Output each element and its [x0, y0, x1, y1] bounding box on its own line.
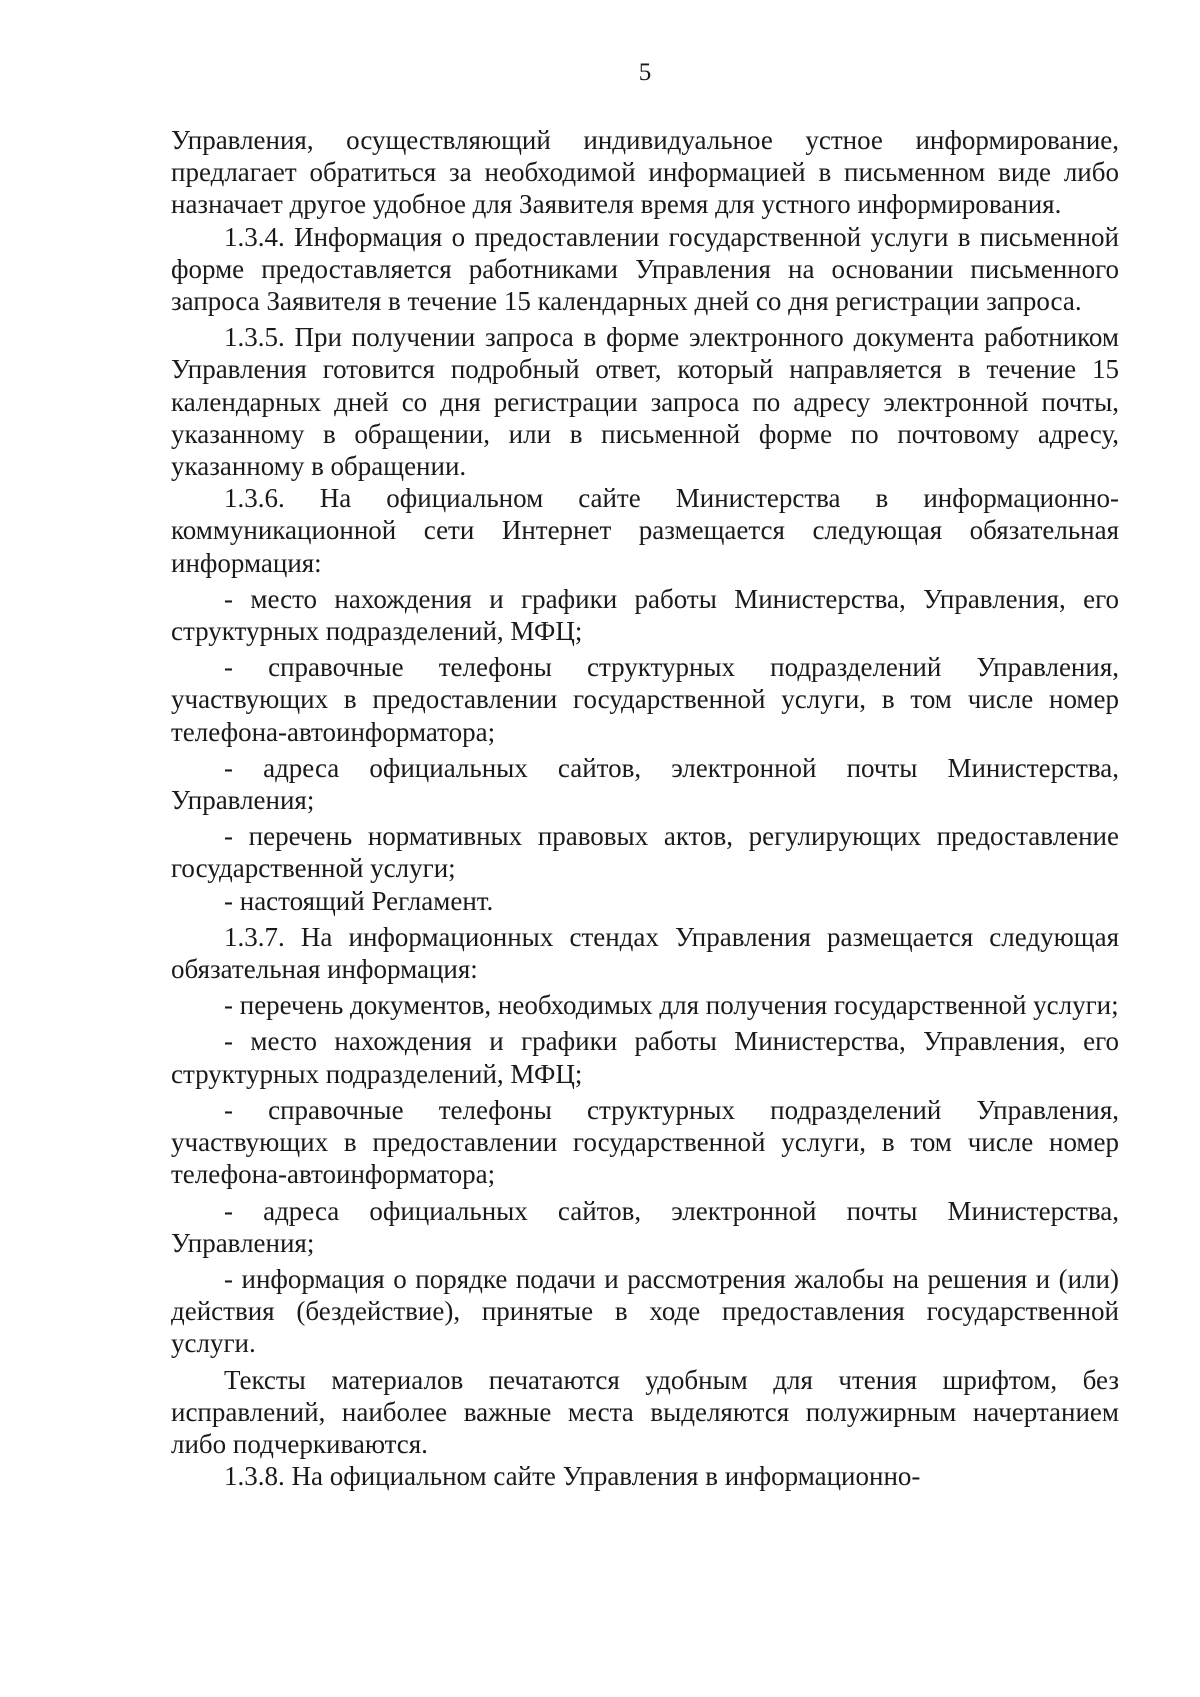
- paragraph-1-3-6: 1.3.6. На официальном сайте Министерства в информационно-коммуникационной сети Интернет размещается следующая обязательная информация:: [171, 483, 1119, 578]
- paragraph-1-3-7: 1.3.7. На информационных стендах Управления размещается следующая обязательная информация:: [171, 921, 1119, 985]
- paragraph-1-3-8: 1.3.8. На официальном сайте Управления в информационно-: [224, 1461, 921, 1492]
- list-item: - перечень нормативных правовых актов, регулирующих предоставление государственной услуги;: [171, 821, 1119, 884]
- list-item: - адреса официальных сайтов, электронной почты Министерства, Управления;: [171, 1195, 1119, 1258]
- paragraph-1-3-4: 1.3.4. Информация о предоставлении государственной услуги в письменной форме предоставляется работниками Управления на основании письменного запроса Заявителя в течение 15 календарных дней со дня регистрации запроса.: [171, 221, 1119, 317]
- list-item: - информация о порядке подачи и рассмотрения жалобы на решения и (или) действия (бездействие), принятые в ходе предоставления государственной услуги.: [171, 1263, 1119, 1359]
- paragraph-1-3-5: 1.3.5. При получении запроса в форме электронного документа работником Управления готовится подробный ответ, который направляется в течение 15 календарных дней со дня регистрации запроса по адресу электронной почты, указанному в обращении, или в письменной форме по почтовому адресу, указанному в обращении.: [171, 322, 1119, 482]
- list-item: - справочные телефоны структурных подразделений Управления, участвующих в предоставлении государственной услуги, в том числе номер телефона-автоинформатора;: [171, 652, 1119, 747]
- list-item: - перечень документов, необходимых для получения государственной услуги;: [224, 990, 1119, 1021]
- paragraph-texts: Тексты материалов печатаются удобным для чтения шрифтом, без исправлений, наиболее важные места выделяются полужирным начертанием либо подчеркиваются.: [171, 1364, 1119, 1459]
- paragraph-continuation: Управления, осуществляющий индивидуальное устное информирование, предлагает обратиться за необходимой информацией в письменном виде либо назначает другое удобное для Заявителя время для устного информирования.: [171, 125, 1119, 220]
- page-number: 5: [638, 59, 652, 86]
- list-item: - место нахождения и графики работы Министерства, Управления, его структурных подразделений, МФЦ;: [171, 583, 1119, 647]
- list-item: - справочные телефоны структурных подразделений Управления, участвующих в предоставлении государственной услуги, в том числе номер телефона-автоинформатора;: [171, 1094, 1119, 1190]
- list-item: - место нахождения и графики работы Министерства, Управления, его структурных подразделений, МФЦ;: [171, 1026, 1119, 1089]
- list-item: - адреса официальных сайтов, электронной почты Министерства, Управления;: [171, 752, 1119, 816]
- document-body: [171, 124, 1119, 1492]
- list-item: - настоящий Регламент.: [224, 885, 494, 916]
